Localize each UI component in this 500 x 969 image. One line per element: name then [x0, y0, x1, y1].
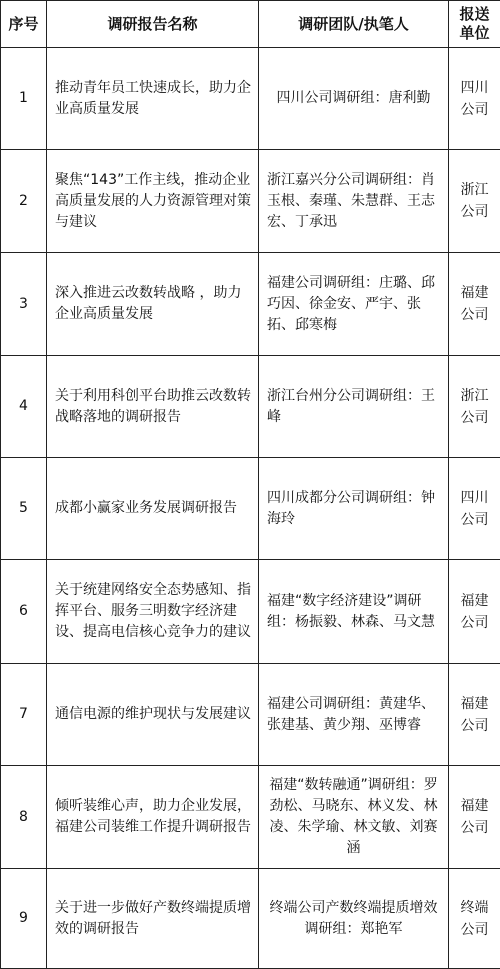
unit-line2: 公司: [460, 614, 489, 631]
header-report-name: 调研报告名称: [47, 1, 259, 48]
row-number: 3: [1, 253, 47, 356]
report-team: 浙江台州分公司调研组：王峰: [259, 356, 449, 458]
table-row: [1, 664, 500, 766]
report-title: 关于利用科创平台助推云改数转战略落地的调研报告: [47, 356, 259, 458]
report-unit: [449, 48, 500, 150]
report-unit: [449, 869, 500, 969]
header-seq: 序号: [1, 1, 47, 48]
header-row: [1, 1, 500, 48]
unit-line1: 福建: [460, 798, 489, 814]
unit-line2: 公司: [460, 409, 489, 426]
report-team: 福建公司调研组：黄建华、张建基、黄少翔、巫博睿: [259, 664, 449, 766]
unit-line1: 四川: [460, 489, 489, 506]
unit-line2: 公司: [460, 511, 489, 528]
report-team: 终端公司产数终端提质增效调研组：郑艳军: [259, 869, 449, 969]
report-team: 浙江嘉兴分公司调研组：肖玉根、秦瑾、朱慧群、王志宏、丁承迅: [259, 150, 449, 253]
unit-line1: 福建: [460, 285, 489, 301]
table-row: [1, 560, 500, 664]
report-team: 四川成都分公司调研组：钟海玲: [259, 458, 449, 560]
row-number: 6: [1, 560, 47, 664]
table-row: [1, 766, 500, 869]
report-title: 倾听装维心声，助力企业发展，福建公司装维工作提升调研报告: [47, 766, 259, 869]
table-row: [1, 150, 500, 253]
unit-line2: 公司: [460, 307, 489, 323]
report-unit: [449, 150, 500, 253]
unit-line2: 公司: [460, 717, 489, 734]
row-number: 9: [1, 869, 47, 969]
row-number: 4: [1, 356, 47, 458]
table-row: [1, 356, 500, 458]
table-row: [1, 458, 500, 560]
unit-line1: 四川: [460, 79, 489, 96]
report-title: 通信电源的维护现状与发展建议: [47, 664, 259, 766]
report-unit: [449, 458, 500, 560]
unit-line1: 浙江: [460, 182, 489, 198]
report-unit: [449, 253, 500, 356]
report-unit: [449, 560, 500, 664]
row-number: 5: [1, 458, 47, 560]
unit-line1: 终端: [460, 899, 489, 916]
table-row: [1, 869, 500, 969]
report-title: 关于进一步做好产数终端提质增效的调研报告: [47, 869, 259, 969]
row-number: 7: [1, 664, 47, 766]
report-unit: [449, 664, 500, 766]
row-number: 8: [1, 766, 47, 869]
report-title: 聚焦“143”工作主线，推动企业高质量发展的人力资源管理对策与建议: [47, 150, 259, 253]
unit-line2: 公司: [460, 921, 489, 938]
table-row: [1, 253, 500, 356]
unit-line1: 浙江: [460, 387, 489, 404]
header-unit-line1: 报送: [459, 5, 490, 23]
report-title: 关于统建网络安全态势感知、指挥平台、服务三明数字经济建设、提高电信核心竞争力的建议: [47, 560, 259, 664]
report-team: 福建“数转融通”调研组：罗劲松、马晓东、林义发、林凌、朱学瑜、林文敏、刘赛涵: [259, 766, 449, 869]
report-title: 深入推进云改数转战略 ，助力企业高质量发展: [47, 253, 259, 356]
report-title: 成都小赢家业务发展调研报告: [47, 458, 259, 560]
report-team: 福建公司调研组：庄璐、邱巧因、徐金安、严宇、张拓、邱寒梅: [259, 253, 449, 356]
report-title: 推动青年员工快速成长，助力企业高质量发展: [47, 48, 259, 150]
report-team: 福建“数字经济建设”调研组：杨振毅、林森、马文慧: [259, 560, 449, 664]
unit-line2: 公司: [460, 101, 489, 118]
unit-line1: 福建: [460, 592, 489, 609]
report-unit: [449, 356, 500, 458]
report-team: 四川公司调研组：唐利勤: [259, 48, 449, 150]
header-unit-line2: 单位: [459, 24, 490, 42]
row-number: 1: [1, 48, 47, 150]
header-team: 调研团队/执笔人: [259, 1, 449, 48]
table-row: [1, 48, 500, 150]
report-unit: [449, 766, 500, 869]
header-unit: [449, 1, 500, 48]
row-number: 2: [1, 150, 47, 253]
unit-line2: 公司: [460, 204, 489, 220]
unit-line2: 公司: [460, 820, 489, 836]
unit-line1: 福建: [460, 695, 489, 712]
